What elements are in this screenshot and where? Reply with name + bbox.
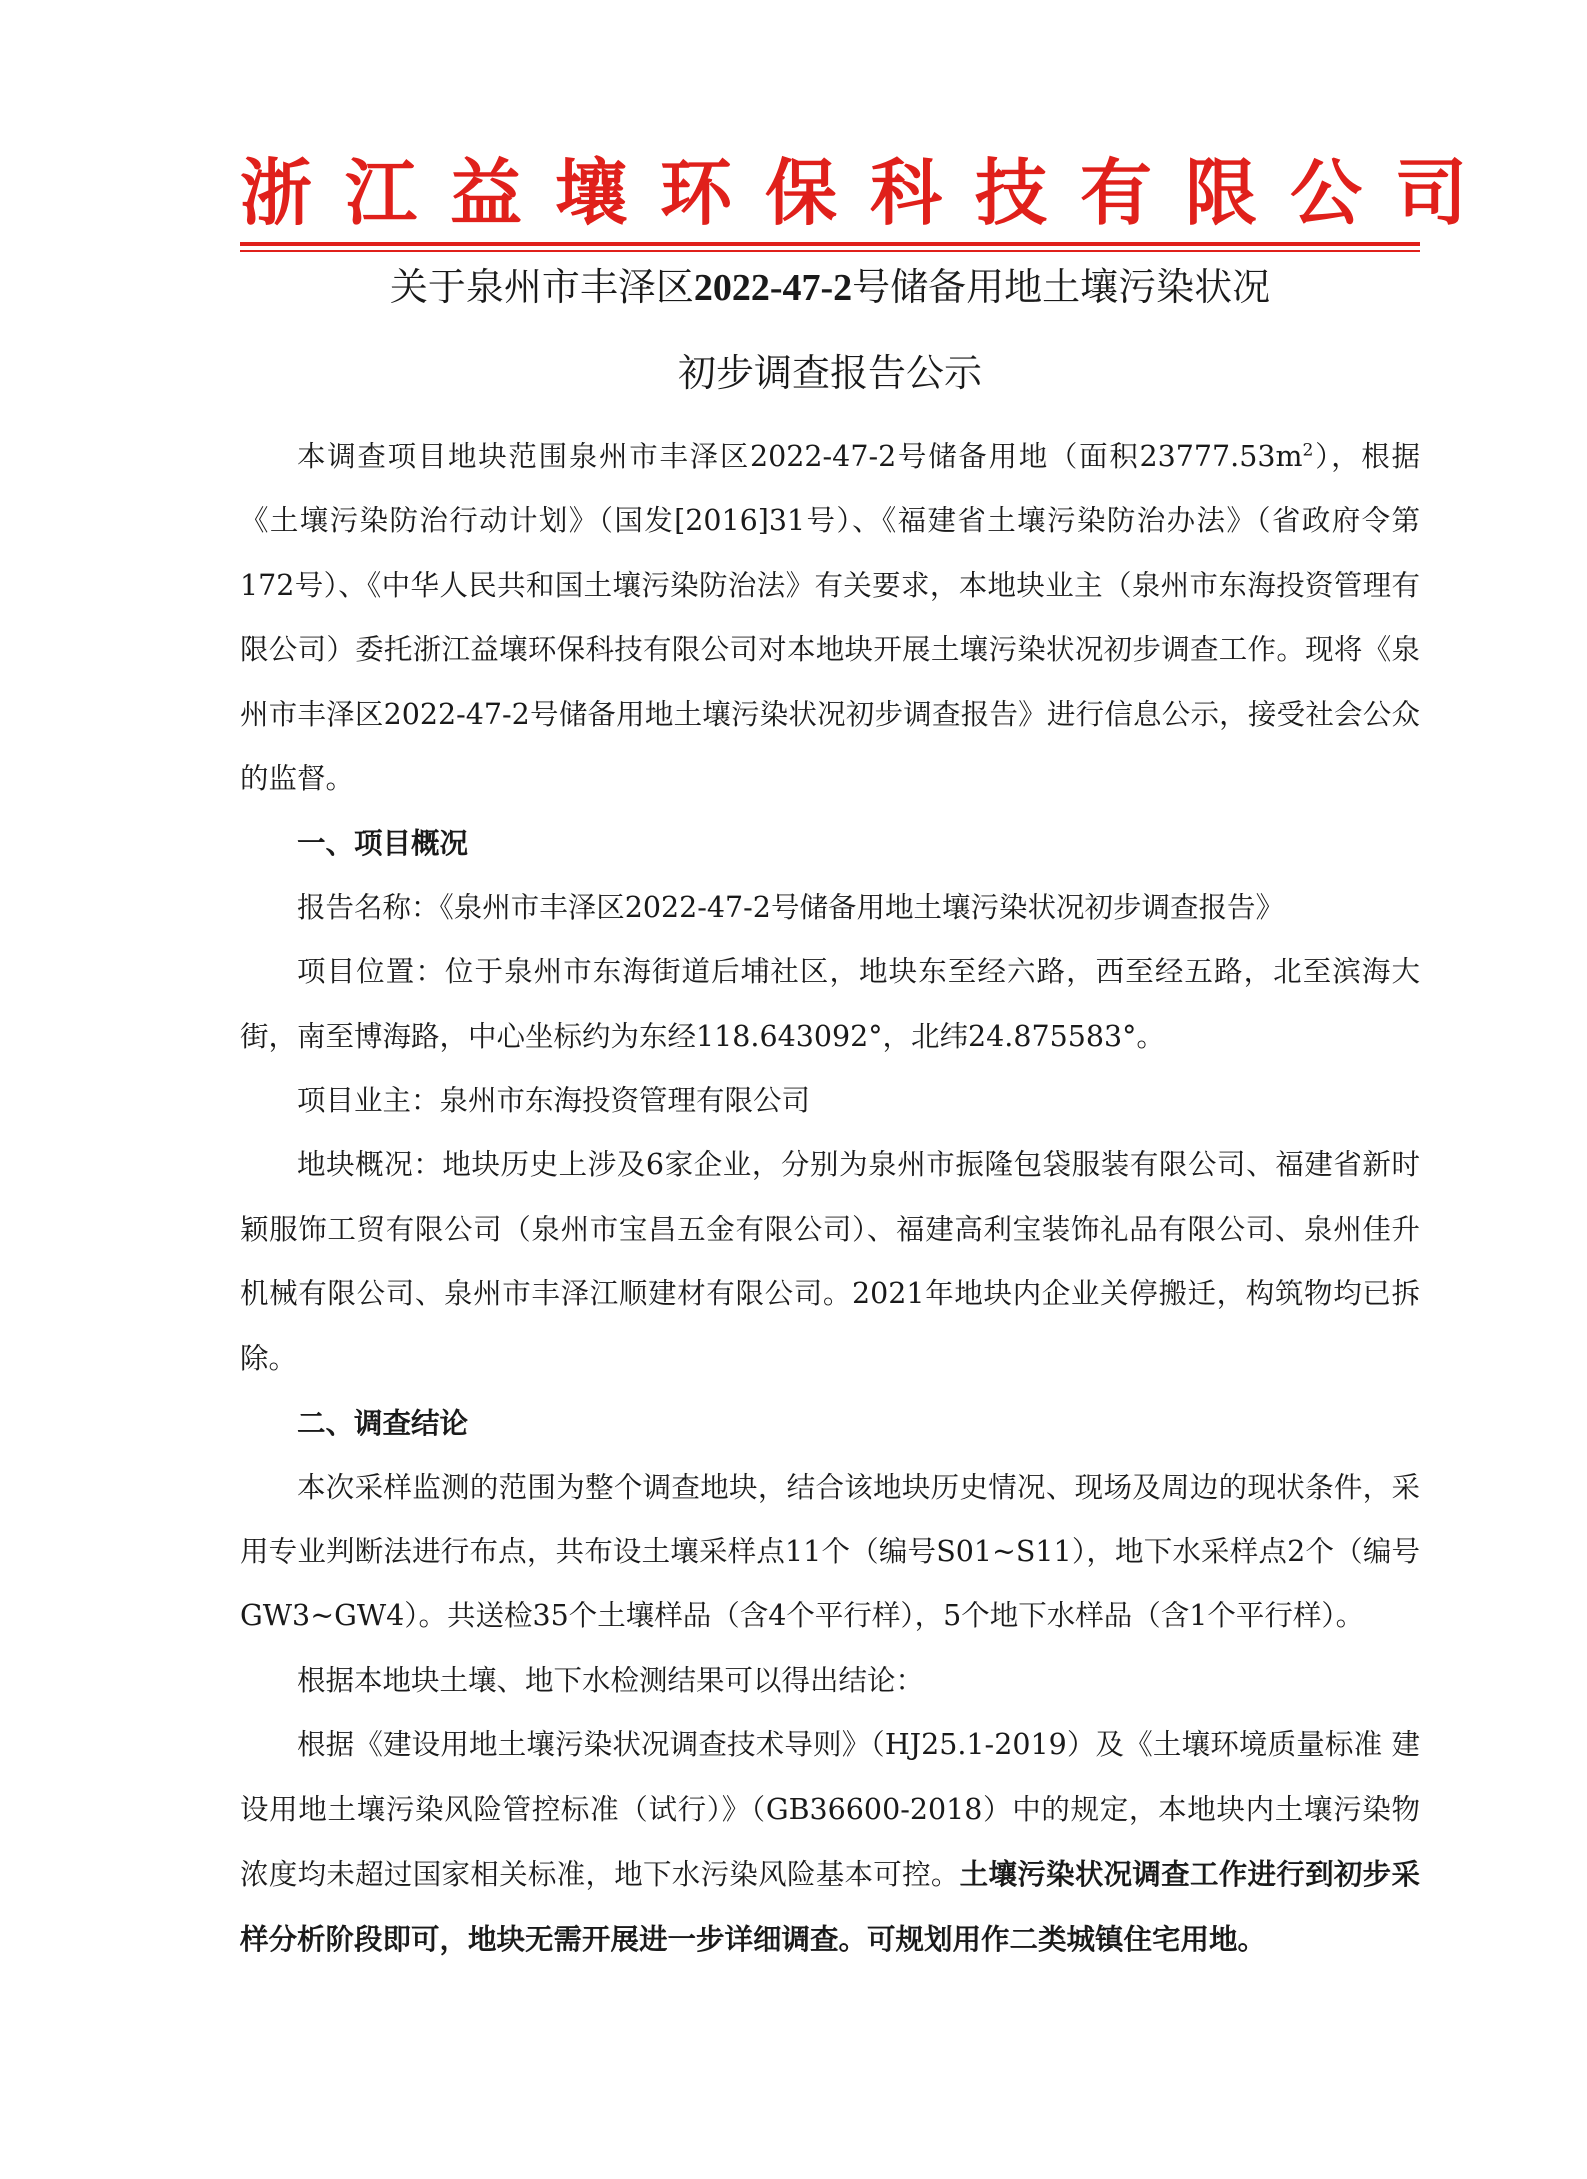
site-overview-paragraph: 地块概况：地块历史上涉及6家企业，分别为泉州市振隆包袋服装有限公司、福建省新时颖服饰工贸有限公司（泉州市宝昌五金有限公司）、福建高利宝装饰礼品有限公司、泉州佳升机械有限公司、泉州市丰泽江顺建材有限公司。2021年地块内企业关停搬迁，构筑物均已拆除。	[240, 1148, 1420, 1375]
area-unit-superscript: 2	[1302, 440, 1314, 461]
company-name-header: 浙江益壤环保科技有限公司	[240, 150, 1501, 235]
title-suffix: 号储备用地土壤污染状况	[852, 265, 1271, 309]
project-owner-paragraph: 项目业主：泉州市东海投资管理有限公司	[297, 1084, 811, 1118]
conclusion-text: 根据《建设用地土壤污染状况调查技术导则》（HJ25.1-2019）及《土壤环境质量标准 建设用地土壤污染风险管控标准（试行）》（GB36600-2018）中的规定，本地块内土壤污染物浓度均未超过国家相关标准，地下水污染风险基本可控。	[240, 1728, 1420, 1891]
report-name-paragraph: 报告名称：《泉州市丰泽区2022-47-2号储备用地土壤污染状况初步调查报告》	[297, 890, 1284, 924]
conclusion-paragraph	[240, 1713, 1420, 1973]
document-title-line2: 初步调查报告公示	[677, 351, 982, 395]
title-prefix: 关于泉州市丰泽区	[389, 265, 694, 309]
document-title-line1	[240, 262, 1420, 313]
section2-heading: 二、调查结论	[297, 1406, 469, 1441]
document-body	[240, 425, 1420, 1973]
section1-heading: 一、项目概况	[297, 826, 469, 861]
header-rule-thin	[240, 250, 1420, 252]
conclusion-bold-text: 土壤污染状况调查工作进行到初步采样分析阶段即可，地块无需开展进一步详细调查。可规划用作二类城镇住宅用地。	[240, 1856, 1420, 1957]
conclusion-intro-paragraph: 根据本地块土壤、地下水检测结果可以得出结论：	[297, 1663, 925, 1697]
intro-text-2: ），根据《土壤污染防治行动计划》（国发[2016]31号）、《福建省土壤污染防治办法》（省政府令第172号）、《中华人民共和国土壤污染防治法》有关要求，本地块业主（泉州市东海投资管理有限公司）委托浙江益壤环保科技有限公司对本地块开展土壤污染状况初步调查工作。现将《泉州市丰泽区2022-47-2号储备用地土壤污染状况初步调查报告》进行信息公示，接受社会公众的监督。	[240, 440, 1420, 796]
title-code: 2022-47-2	[693, 267, 853, 309]
intro-text-1: 本调查项目地块范围泉州市丰泽区2022-47-2号储备用地（面积23777.53m	[297, 440, 1303, 473]
sampling-paragraph: 本次采样监测的范围为整个调查地块，结合该地块历史情况、现场及周边的现状条件，采用专业判断法进行布点，共布设土壤采样点11个（编号S01~S11），地下水采样点2个（编号GW3~GW4）。共送检35个土壤样品（含4个平行样），5个地下水样品（含1个平行样）。	[240, 1470, 1420, 1633]
intro-paragraph	[240, 425, 1420, 811]
header-rule-thick	[240, 242, 1420, 246]
project-location-paragraph: 项目位置：位于泉州市东海街道后埔社区，地块东至经六路，西至经五路，北至滨海大街，南至博海路，中心坐标约为东经118.643092°，北纬24.875583°。	[240, 955, 1420, 1053]
